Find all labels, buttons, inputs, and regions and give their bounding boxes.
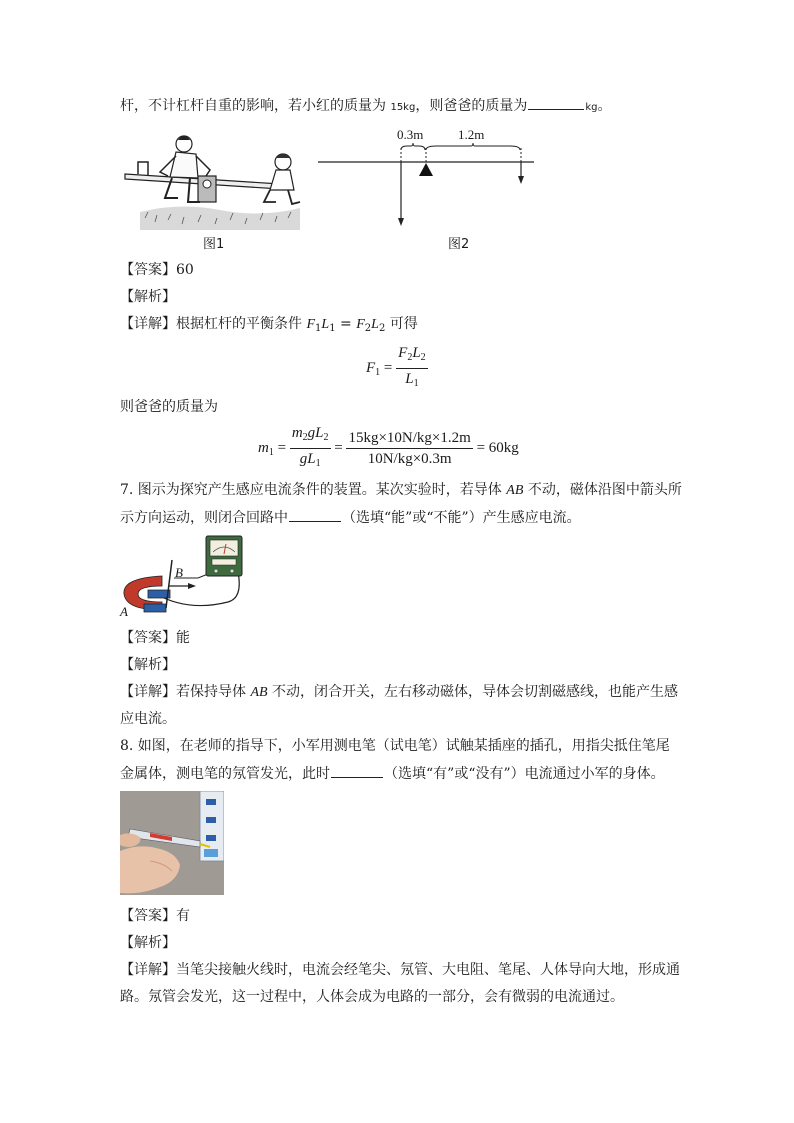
- sym-l2: L: [371, 317, 379, 332]
- f1-eq: =: [380, 359, 397, 376]
- answer-value: 有: [176, 908, 190, 924]
- answer-value: 能: [176, 630, 190, 646]
- m1-num-m: m: [291, 425, 303, 441]
- seesaw-illustration: [120, 132, 302, 230]
- f1-den: L: [405, 371, 414, 387]
- test-pen-photo: [120, 791, 224, 895]
- answer-value: 60: [176, 262, 194, 278]
- detail-label: 【详解】: [120, 684, 176, 700]
- magnet-blue-bottom: [144, 604, 166, 612]
- dist-right-label: 1.2m: [458, 127, 485, 142]
- q8-detail-line1: [120, 960, 680, 980]
- q6-answer: [120, 260, 194, 280]
- m1-den-numeric: 10N/kg×0.3m: [367, 451, 452, 467]
- detail-label: 【详解】: [120, 316, 176, 332]
- q7-detail-line2: 应电流。: [120, 711, 176, 727]
- f1-num2-sub: 2: [420, 352, 426, 363]
- q8-detail-line1-text: 当笔尖接触火线时，电流会经笔尖、氖管、大电阻、笔尾、人体导向大地，形成通: [176, 962, 680, 978]
- m1-num-sub: 2: [302, 432, 308, 443]
- label-a: A: [120, 604, 128, 619]
- q7-line2: [120, 507, 581, 528]
- q6-tail-line: [120, 95, 611, 118]
- dist-left-label: 0.3m: [397, 127, 424, 142]
- label-b: B: [175, 565, 183, 580]
- q6-mass-text: 则爸爸的质量为: [120, 399, 218, 415]
- q8-line2: [120, 763, 665, 784]
- m1-lhs-sub: 1: [268, 446, 274, 458]
- m1-result: = 60kg: [472, 439, 519, 456]
- q8-detail-line2: 路。氖管会发光，这一过程中，人体会成为电路的一部分，会有微弱的电流通过。: [120, 989, 624, 1005]
- q7-analysis: 【解析】: [120, 657, 176, 673]
- f1-num2: L: [412, 345, 421, 361]
- q8-answer: [120, 906, 190, 926]
- q7-text-a: 图示为探究产生感应电流条件的装置。某次实验时，若导体: [133, 482, 507, 498]
- m1-num-rest: gL: [307, 425, 324, 441]
- fulcrum: [419, 163, 433, 176]
- m1-eq2: =: [330, 439, 347, 456]
- q6-text-b: ，则爸爸的质量为: [415, 98, 528, 114]
- m1-eq: =: [273, 439, 290, 456]
- fig2-caption: 图2: [448, 237, 470, 252]
- m1-den: gL: [299, 451, 316, 467]
- sym-l1-sub: 1: [329, 323, 336, 334]
- sym-l2-sub: 2: [378, 323, 386, 334]
- q7-detail-ab: AB: [250, 685, 268, 700]
- answer-label: 【答案】: [120, 908, 176, 924]
- f1-lhs: F: [366, 359, 376, 376]
- q7-detail-text-a: 若保持导体: [176, 684, 251, 700]
- answer-label: 【答案】: [120, 262, 176, 278]
- q7-detail-text-b: 不动，闭合开关，左右移动磁体，导体会切割磁感线，也能产生感: [267, 684, 679, 700]
- sym-f2-sub: 2: [364, 323, 372, 334]
- q6-detail: [120, 314, 418, 339]
- answer-label: 【答案】: [120, 630, 176, 646]
- q6-text-a: 杆，不计杠杆自重的影响，若小红的质量为: [120, 98, 391, 114]
- q8-analysis: 【解析】: [120, 935, 176, 951]
- sym-l1: L: [321, 317, 330, 332]
- q8-line2-b: （选填“有”或“没有”）电流通过小军的身体。: [384, 766, 665, 782]
- q7-text-b: 不动，磁体沿图中箭头所: [523, 482, 682, 498]
- q7-answer: [120, 628, 190, 648]
- induction-apparatus: [118, 532, 248, 622]
- q7-line2-b: （选填“能”或“不能”）产生感应电流。: [342, 510, 581, 526]
- m1-fraction-numeric: [346, 429, 472, 468]
- fig1-caption: 图1: [203, 237, 225, 252]
- f1-fraction: [396, 344, 428, 393]
- f1-num-sub: 2: [407, 352, 413, 363]
- q6-analysis: 【解析】: [120, 289, 176, 305]
- sym-f1-sub: 1: [315, 323, 322, 334]
- q7-line2-a: 示方向运动，则闭合回路中: [120, 510, 288, 526]
- m1-lhs: m: [258, 439, 269, 456]
- f1-lhs-sub: 1: [375, 366, 381, 378]
- q6-answer-blank: [528, 95, 584, 110]
- q7-number: 7.: [120, 482, 134, 498]
- sym-f1: F: [306, 317, 316, 332]
- q8-line2-a: 金属体，测电笔的氖管发光，此时: [120, 766, 330, 782]
- q6-end: 。: [597, 98, 612, 114]
- formula-f1: [366, 344, 428, 393]
- m1-num-sub2: 2: [323, 432, 329, 443]
- q8-number: 8.: [120, 738, 134, 754]
- f1-num: F: [398, 345, 408, 361]
- sym-f2: F: [356, 317, 365, 332]
- sym-eq: =: [335, 316, 357, 332]
- detail-text-end: 可得: [385, 316, 418, 332]
- q7-answer-blank: [289, 507, 341, 522]
- detail-label: 【详解】: [120, 962, 176, 978]
- q7-detail-line1: [120, 682, 678, 703]
- q8-answer-blank: [331, 763, 383, 778]
- q8-line1: [120, 736, 670, 756]
- lever-diagram: [316, 126, 538, 228]
- q8-text-a: 如图，在老师的指导下，小军用测电笔（试电笔）试触某插座的插孔，用指尖抵住笔尾: [133, 738, 670, 754]
- m1-fraction-symbolic: [290, 424, 331, 473]
- q7-line1: [120, 480, 682, 501]
- formula-m1: [258, 424, 519, 473]
- q7-ab: AB: [506, 483, 524, 498]
- m1-den-sub: 1: [315, 458, 321, 469]
- detail-text: 根据杠杆的平衡条件: [176, 316, 307, 332]
- q6-mass-child: 15kg: [390, 102, 416, 113]
- f1-den-sub: 1: [413, 378, 419, 389]
- q6-unit: kg: [585, 102, 598, 113]
- m1-num-numeric: 15kg×10N/kg×1.2m: [346, 429, 472, 449]
